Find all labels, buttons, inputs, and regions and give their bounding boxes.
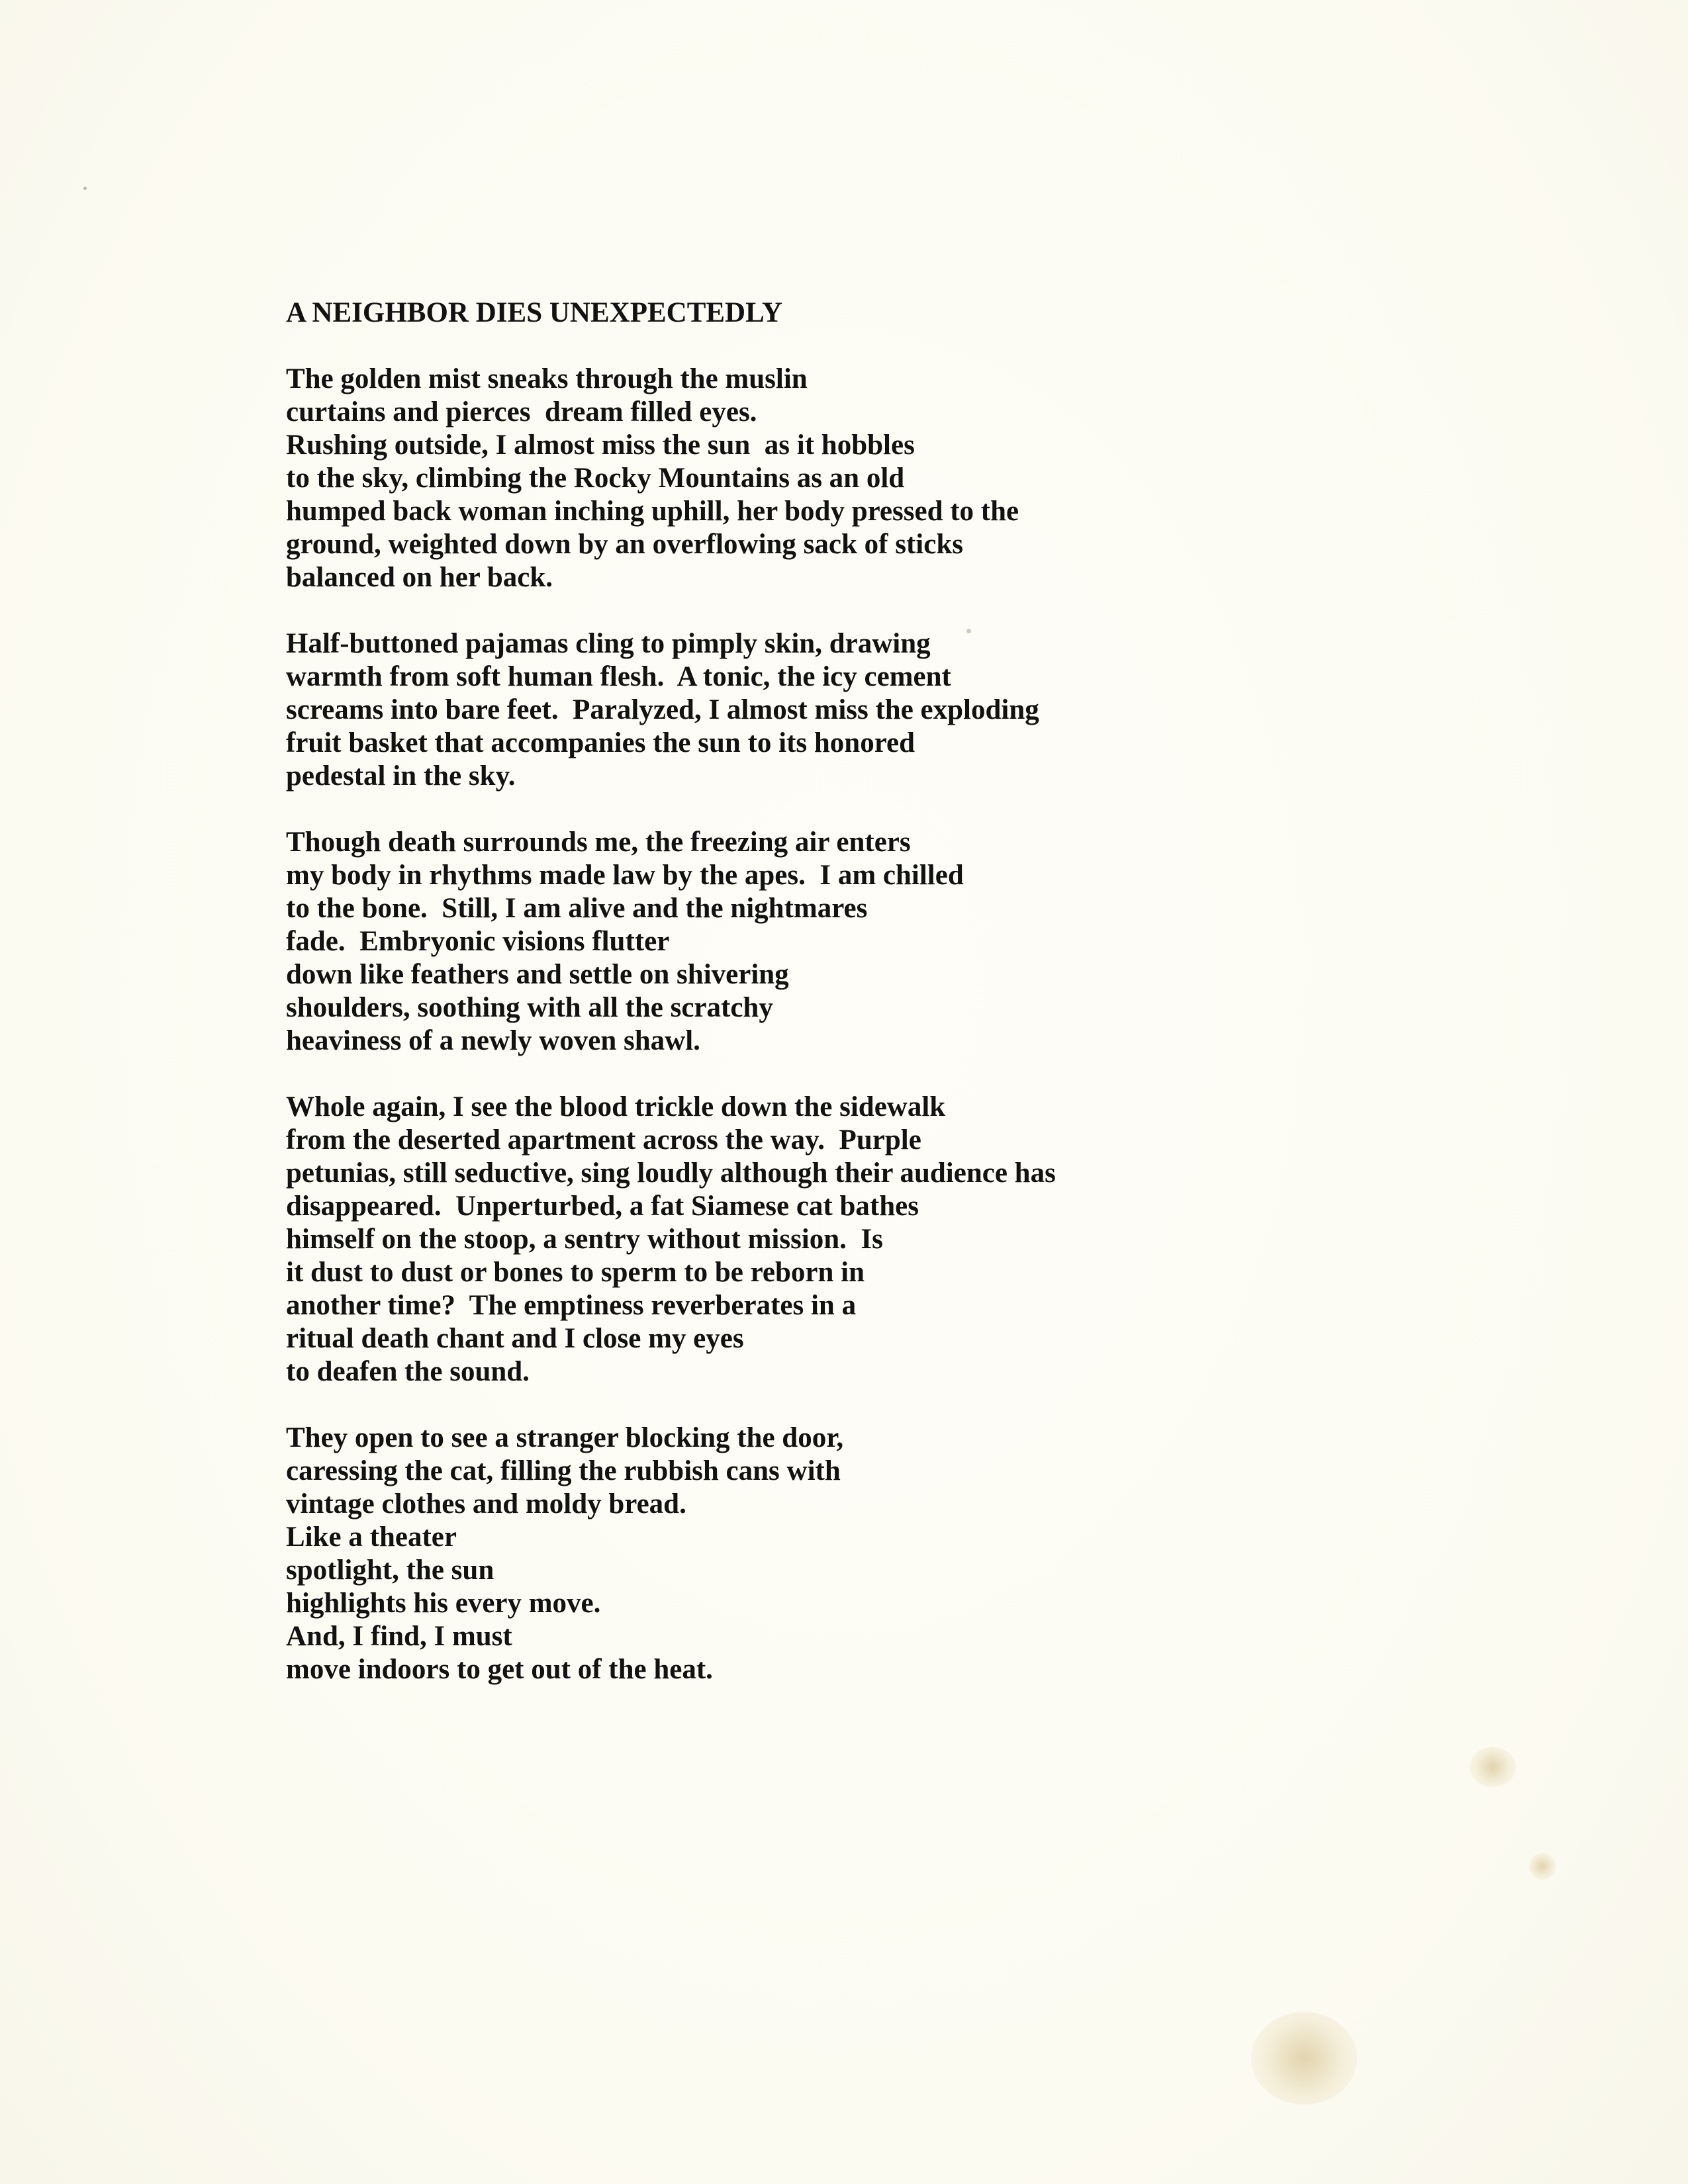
poem-line: Though death surrounds me, the freezing air enters: [286, 827, 911, 858]
poem-line: humped back woman inching uphill, her body pressed to the: [286, 496, 1019, 527]
poem-line: himself on the stoop, a sentry without mission. Is: [286, 1224, 883, 1255]
poem-line: pedestal in the sky.: [286, 760, 516, 792]
poem-line: Rushing outside, I almost miss the sun as it hobbles: [286, 430, 915, 461]
poem-line: balanced on her back.: [286, 562, 553, 593]
poem-title: A NEIGHBOR DIES UNEXPECTEDLY: [286, 297, 782, 328]
poem-line: The golden mist sneaks through the muslin: [286, 363, 808, 394]
poem-line: petunias, still seductive, sing loudly although their audience has: [286, 1158, 1056, 1189]
poem-line: it dust to dust or bones to sperm to be reborn in: [286, 1257, 865, 1288]
poem-line: fruit basket that accompanies the sun to its honored: [286, 727, 915, 758]
paper-stain: [1529, 1853, 1556, 1880]
poem-line: warmth from soft human flesh. A tonic, the icy cement: [286, 661, 951, 692]
poem-line: Like a theater: [286, 1522, 457, 1553]
poem-line: highlights his every move.: [286, 1588, 601, 1619]
poem-line: to deafen the sound.: [286, 1356, 530, 1387]
poem-line: spotlight, the sun: [286, 1555, 494, 1586]
poem-line: disappeared. Unperturbed, a fat Siamese cat bathes: [286, 1191, 919, 1222]
poem-line: to the bone. Still, I am alive and the nightmares: [286, 893, 868, 924]
poem-line: ground, weighted down by an overflowing sack of sticks: [286, 529, 963, 560]
poem-line: shoulders, soothing with all the scratchy: [286, 992, 773, 1023]
stanza-2: [286, 627, 1544, 793]
stanza-5: [286, 1422, 1544, 1686]
poem-line: Half-buttoned pajamas cling to pimply skin, drawing: [286, 628, 931, 659]
paper-stain: [1470, 1747, 1516, 1787]
paper-stain: [1251, 2012, 1357, 2105]
poem-line: down like feathers and settle on shivering: [286, 959, 789, 990]
poem-line: caressing the cat, filling the rubbish cans with: [286, 1455, 841, 1486]
stanza-4: [286, 1091, 1544, 1388]
poem-line: They open to see a stranger blocking the door,: [286, 1422, 844, 1453]
poem-line: my body in rhythms made law by the apes. I am chilled: [286, 860, 964, 891]
poem-line: move indoors to get out of the heat.: [286, 1654, 713, 1685]
poem-line: from the deserted apartment across the way. Purple: [286, 1124, 921, 1156]
poem-line: curtains and pierces dream filled eyes.: [286, 396, 757, 428]
poem-line: screams into bare feet. Paralyzed, I almost miss the exploding: [286, 694, 1039, 725]
poem-line: vintage clothes and moldy bread.: [286, 1488, 686, 1520]
paper-speck: [83, 187, 87, 190]
poem-line: to the sky, climbing the Rocky Mountains as an old: [286, 463, 905, 494]
poem-line: ritual death chant and I close my eyes: [286, 1323, 744, 1354]
poem-line: fade. Embryonic visions flutter: [286, 926, 670, 957]
poem-line: And, I find, I must: [286, 1621, 512, 1652]
stanza-1: [286, 363, 1544, 594]
poem-line: heaviness of a newly woven shawl.: [286, 1025, 700, 1056]
stanza-3: [286, 826, 1544, 1058]
poem: [286, 296, 1544, 1719]
poem-line: another time? The emptiness reverberates in a: [286, 1290, 857, 1321]
poem-line: Whole again, I see the blood trickle down the sidewalk: [286, 1091, 946, 1122]
